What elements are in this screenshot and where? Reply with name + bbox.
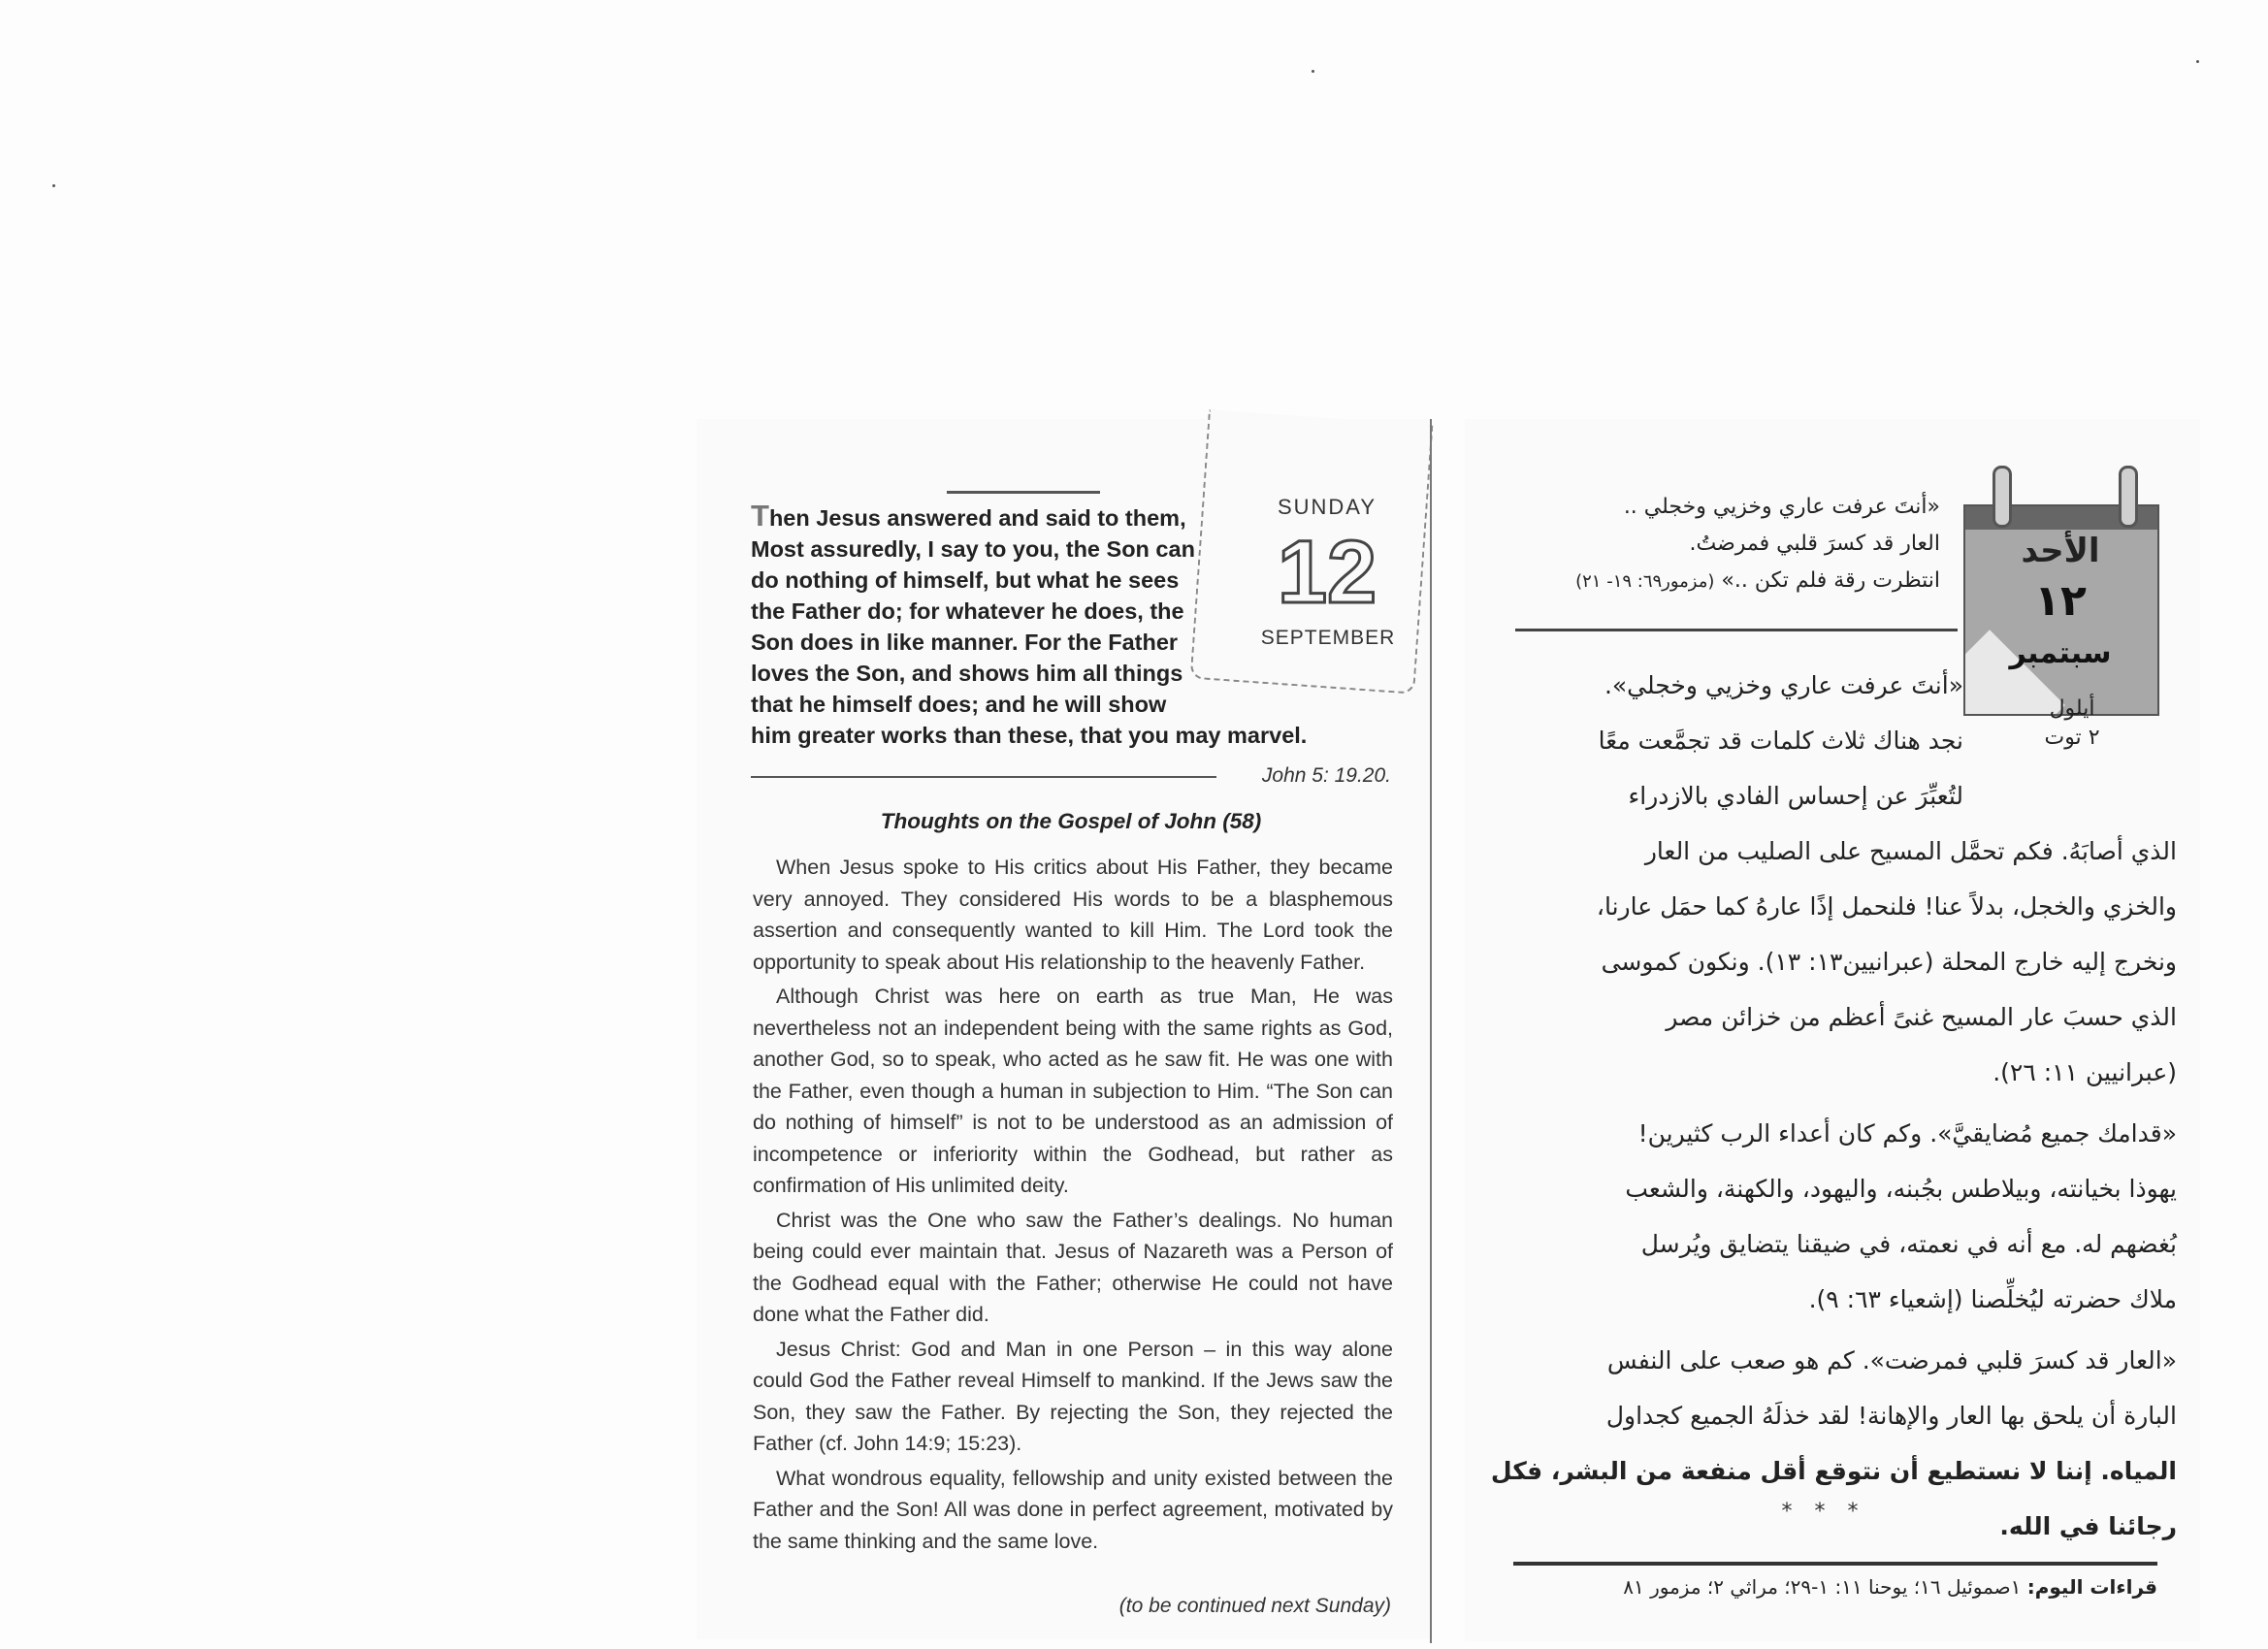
body-line: ملاك حضرته ليُخلِّصنا (إشعياء ٦٣: ٩). <box>1808 1285 2177 1313</box>
readings-rule <box>1513 1562 2157 1566</box>
verse-line: loves the Son, and shows him all things <box>751 661 1183 686</box>
verse-rule <box>1515 629 1958 631</box>
paragraph: Jesus Christ: God and Man in one Person – in this way alone could God the Father reveal Himself to mankind. If the Jews saw the Son, they saw the Father. By rejecting the Son, they rejected the Father (cf. John 14:9; 15:23). <box>753 1337 1393 1455</box>
scan-speck <box>52 184 55 187</box>
calendar-month: سبتمبر <box>2009 636 2112 670</box>
calendar-ring-icon <box>2119 466 2138 528</box>
daily-readings <box>1513 1575 2157 1599</box>
body-line-bold: رجائنا في الله. <box>1999 1512 2177 1540</box>
scan-speck <box>1312 70 1314 73</box>
paragraph: Although Christ was here on earth as true Man, He was nevertheless not an independent being with the same rights as God, another God, so to speak, who acted as he saw fit. He was one with the Father, even though a human in subjection to Him. “The Son can do nothing of himself” is not to be understood as an admission of incompetence or inferiority within the Godhead, but rather as confirmation of His unlimited deity. <box>753 985 1393 1197</box>
verse-reference: (مزمور٦٩: ١٩- ٢١) <box>1575 571 1715 592</box>
paragraph: When Jesus spoke to His critics about His Father, they became very annoyed. They considered His words to be a blasphemous assertion and consequently wanted to kill Him. The Lord took the opportunity to speak about His relationship to the heavenly Father. <box>753 856 1393 974</box>
scan-speck <box>2196 60 2199 63</box>
verse-line: him greater works than these, that you may marvel. <box>751 723 1308 748</box>
verse-line: Son does in like manner. For the Father <box>751 630 1179 655</box>
verse-line: the Father do; for whatever he does, the <box>751 598 1184 624</box>
date-day: SUNDAY <box>1277 495 1377 519</box>
scripture-verse <box>751 501 1401 751</box>
verse-line: انتظرت رقة فلم تكن ..» <box>1721 568 1940 593</box>
verse-line: do nothing of himself, but what he sees <box>751 567 1180 593</box>
calendar-month-alt: أيلول <box>2049 696 2095 721</box>
arabic-body <box>1490 658 2177 1554</box>
calendar-ring-icon <box>1993 466 2012 528</box>
body-line: ونخرج إليه خارج المحلة (عبرانيين١٣: ١٣). ونكون كموسى <box>1601 948 2177 976</box>
body-line: الذي أصابَهُ. فكم تحمَّل المسيح على الصليب من العار <box>1644 837 2177 865</box>
english-page <box>697 419 1429 1639</box>
body-line-bold: المياه. إننا لا نستطيع أن نتوقع أقل منفعة من البشر، فكل <box>1490 1457 2177 1485</box>
body-line: «قدامك جميع مُضايقيَّ». وكم كان أعداء الرب كثيرين! <box>1637 1119 2177 1148</box>
devotional-title: Thoughts on the Gospel of John (58) <box>880 809 1262 833</box>
date-month: SEPTEMBER <box>1260 627 1396 649</box>
body-line: لتُعبِّرَ عن إحساس الفادي بالازدراء <box>1628 782 1963 810</box>
page-divider <box>1430 419 1432 1643</box>
readings-text: ١صموئيل ١٦؛ يوحنا ١١: ١-٢٩؛ مراثي ٢؛ مزمور ٨١ <box>1623 1575 2022 1599</box>
reference-rule <box>751 776 1216 778</box>
body-line: بُغضهم له. مع أنه في نعمته، في ضيقنا يتضايق ويُرسل <box>1640 1230 2177 1258</box>
arabic-page <box>1465 419 2200 1641</box>
verse-line: hen Jesus answered and said to them, <box>768 505 1186 531</box>
body-line: «أنتَ عرفت عاري وخزيي وخجلي». <box>1604 671 1963 699</box>
arabic-verse <box>1523 489 1940 600</box>
paragraph: What wondrous equality, fellowship and unity existed between the Father and the Son! All was done in perfect agreement, motivated by the same thinking and the same love. <box>753 1466 1393 1553</box>
verse-line: Most assuredly, I say to you, the Son can <box>751 536 1195 562</box>
paragraph: Christ was the One who saw the Father’s dealings. No human being could ever maintain that. Jesus of Nazareth was a Person of the Godhead equal with the Father; otherwise He could not have done what the Father did. <box>753 1208 1393 1326</box>
verse-line: «أنتَ عرفت عاري وخزيي وخجلي .. <box>1623 495 1940 519</box>
verse-top-rule <box>947 491 1100 494</box>
body-line: الذي حسبَ عار المسيح غنىً أعظم من خزائن مصر <box>1666 1003 2177 1031</box>
dropcap: T <box>751 499 769 533</box>
readings-label: قراءات اليوم: <box>2026 1575 2157 1599</box>
verse-line: العار قد كسرَ قلبي فمرضتُ. <box>1689 532 1940 556</box>
body-line: والخزي والخجل، بدلاً عنا! فلنحمل إذًا عارهُ كما حمَل عارنا، <box>1596 892 2177 921</box>
calendar-coptic-date: ٢ توت <box>2044 726 2100 750</box>
devotional-body <box>753 852 1393 1560</box>
body-line: (عبرانيين ١١: ٢٦). <box>1993 1058 2177 1086</box>
calendar-day: الأحد <box>2021 532 2100 570</box>
calendar-number: ١٢ <box>2034 576 2087 626</box>
verse-reference: John 5: 19.20. <box>1261 764 1391 787</box>
body-line: «العار قد كسرَ قلبي فمرضت». كم هو صعب على النفس <box>1606 1346 2177 1374</box>
date-number: 12 <box>1277 523 1377 622</box>
body-line: البارة أن يلحق بها العار والإهانة! لقد خذلَهُ الجميع كجداول <box>1605 1402 2177 1430</box>
continued-note: (to be continued next Sunday) <box>1118 1595 1391 1617</box>
body-line: نجد هناك ثلاث كلمات قد تجمَّعت معًا <box>1598 727 1963 755</box>
section-stars: * * * <box>1781 1500 1866 1524</box>
body-line: يهوذا بخيانته، وبيلاطس بجُبنه، واليهود، والكهنة، والشعب <box>1625 1175 2177 1203</box>
verse-line: that he himself does; and he will show <box>751 692 1167 717</box>
